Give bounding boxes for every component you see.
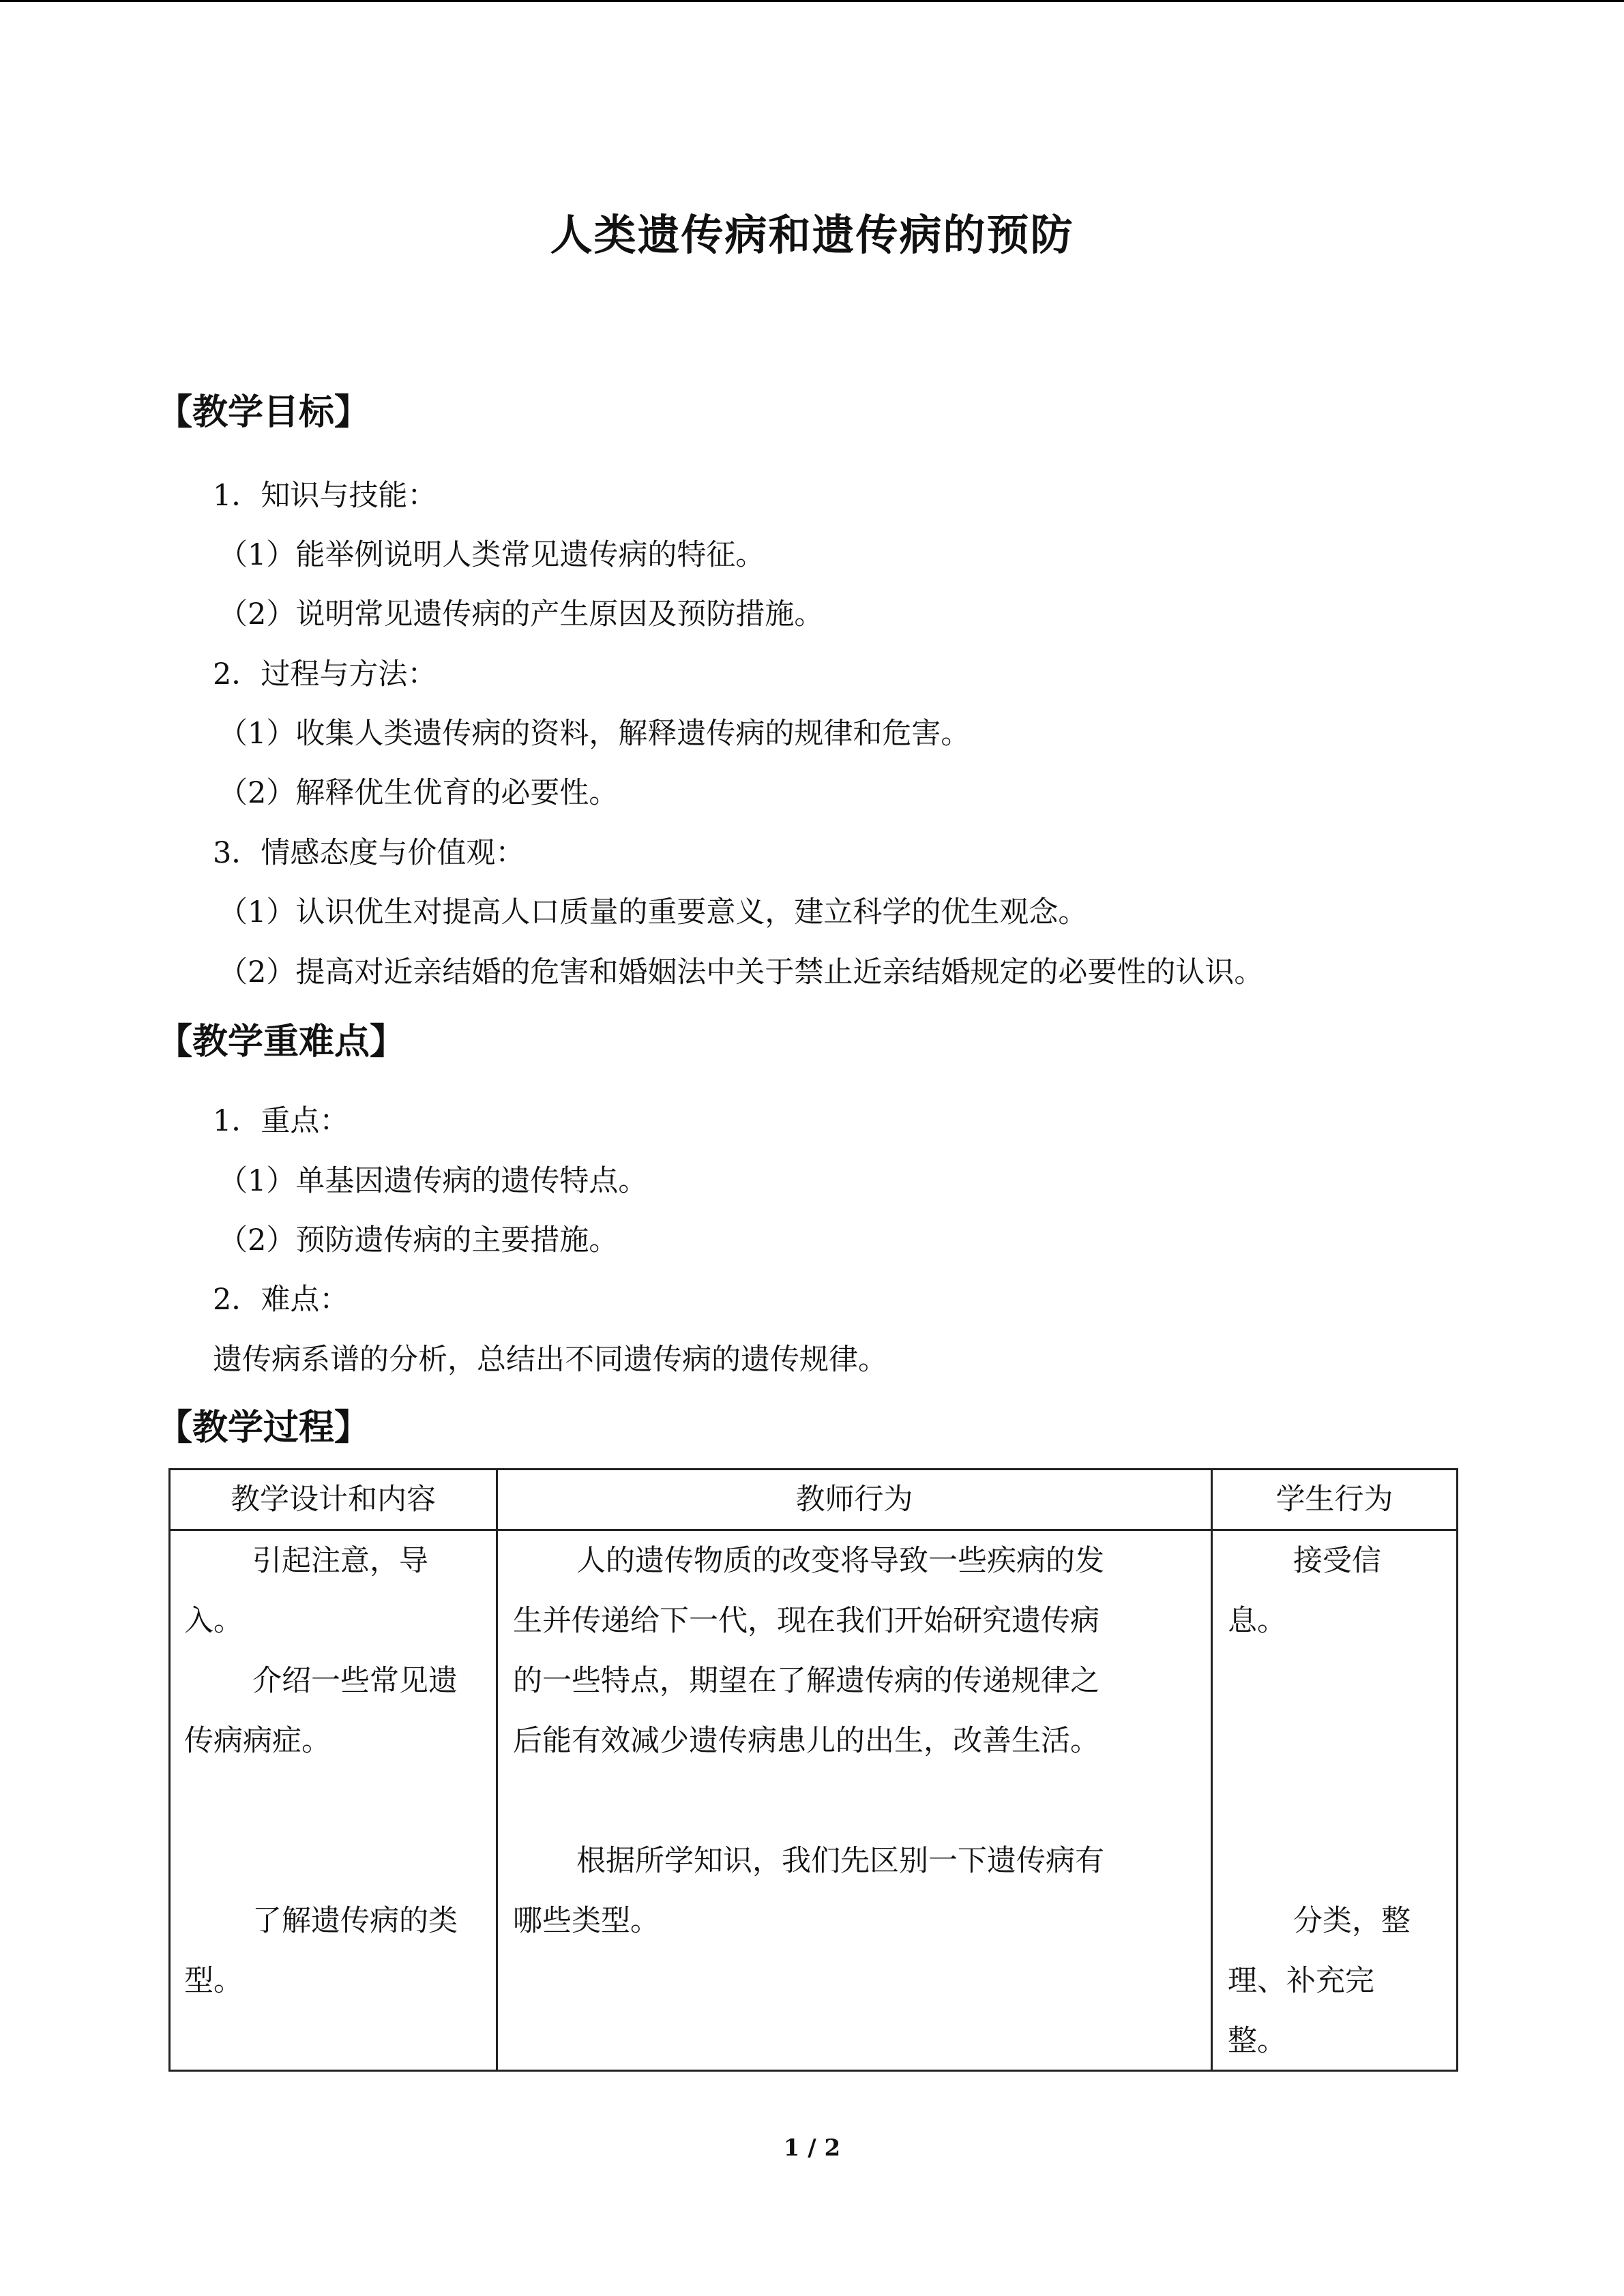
process-table [168,1468,1458,2072]
page-title: 人类遗传病和遗传病的预防 [550,210,1074,260]
objective-line: （2）提高对近亲结婚的危害和婚姻法中关于禁止近亲结婚规定的必要性的认识。 [218,955,1264,989]
objective-line: 1．知识与技能： [213,479,437,513]
table-header-design: 教学设计和内容 [170,1470,497,1530]
key-point-line: （2）预防遗传病的主要措施。 [218,1223,619,1257]
section-heading-process: 【教学过程】 [157,1407,370,1448]
objective-line: （2）说明常见遗传病的产生原因及预防措施。 [218,597,824,631]
table-row [170,1530,1458,2071]
cell-line: 人的遗传物质的改变将导致一些疾病的发 [576,1544,1104,1578]
teacher-cell [497,1530,1212,2071]
cell-line: 的一些特点，期望在了解遗传病的传递规律之 [513,1664,1099,1698]
cell-line: 型。 [184,1964,243,1998]
cell-line: 哪些类型。 [513,1904,660,1938]
cell-line: 入。 [184,1604,243,1638]
key-point-line: 遗传病系谱的分析，总结出不同遗传病的遗传规律。 [213,1343,887,1377]
cell-line: 介绍一些常见遗 [252,1664,458,1698]
objective-line: （2）解释优生优育的必要性。 [218,776,619,810]
section-heading-objectives: 【教学目标】 [157,392,370,433]
table-header-student: 学生行为 [1212,1470,1458,1530]
cell-line: 理、补充完 [1228,1964,1374,1998]
cell-line: 根据所学知识，我们先区别一下遗传病有 [576,1844,1104,1878]
objective-line: （1）收集人类遗传病的资料，解释遗传病的规律和危害。 [218,717,971,751]
objective-line: 2．过程与方法： [213,657,437,691]
page-number: 1 / 2 [783,2134,841,2162]
key-point-line: 2．难点： [213,1283,349,1317]
section-heading-key-points: 【教学重难点】 [157,1022,406,1062]
cell-line: 传病病症。 [184,1724,331,1758]
cell-line: 生并传递给下一代，现在我们开始研究遗传病 [513,1604,1099,1638]
cell-line: 接受信 [1293,1544,1381,1578]
table-header-row [170,1470,1458,1530]
key-point-line: 1．重点： [213,1104,349,1138]
objective-line: （1）能举例说明人类常见遗传病的特征。 [218,538,765,572]
table-header-teacher: 教师行为 [497,1470,1212,1530]
cell-line: 分类，整 [1293,1904,1411,1938]
cell-line: 息。 [1228,1604,1286,1638]
key-point-line: （1）单基因遗传病的遗传特点。 [218,1164,648,1198]
cell-line: 后能有效减少遗传病患儿的出生，改善生活。 [513,1724,1099,1758]
design-cell [170,1530,497,2071]
student-cell [1212,1530,1458,2071]
objective-line: 3．情感态度与价值观： [213,836,525,870]
top-border-line [0,0,1624,2]
cell-line: 引起注意，导 [252,1544,428,1578]
cell-line: 整。 [1228,2024,1286,2058]
objective-line: （1）认识优生对提高人口质量的重要意义，建立科学的优生观念。 [218,895,1088,929]
cell-line: 了解遗传病的类 [252,1904,458,1938]
